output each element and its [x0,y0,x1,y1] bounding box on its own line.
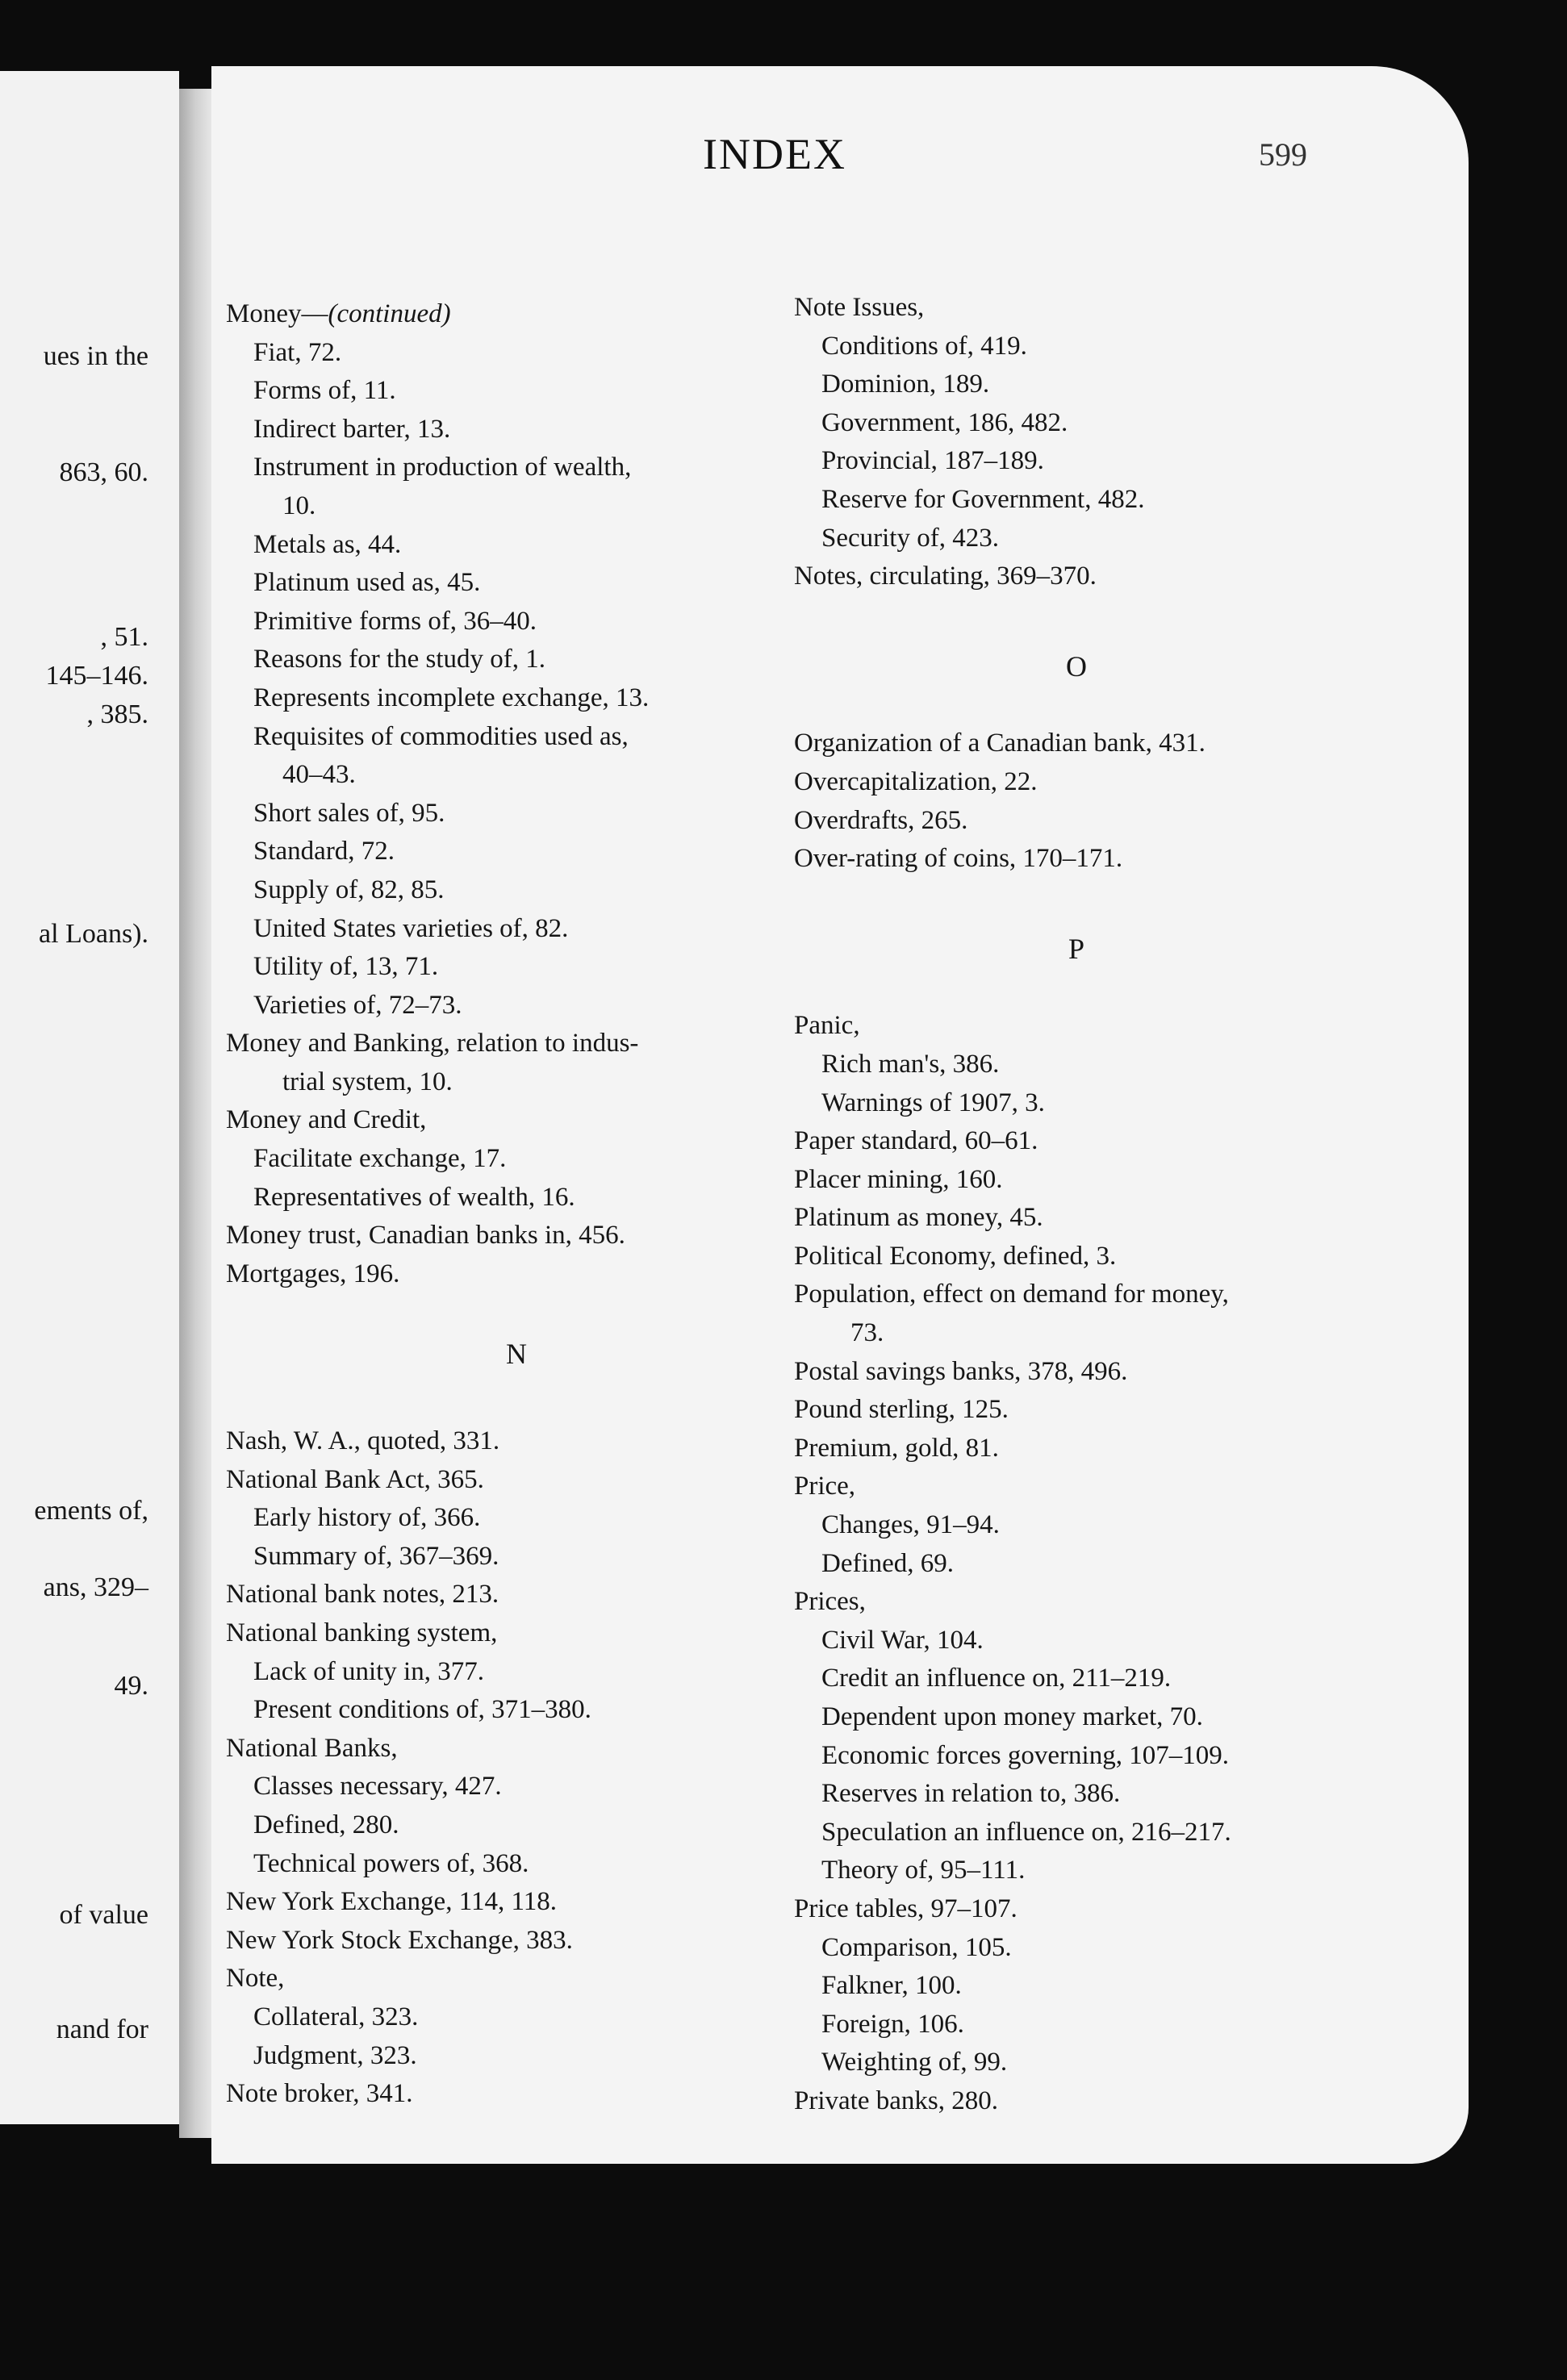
index-subentry: Foreign, 106. [821,2009,964,2039]
index-subentry: Defined, 69. [821,1548,955,1578]
section-heading-p: P [1068,932,1085,965]
left-page-fragment: 145–146. [45,661,148,691]
index-subentry: Standard, 72. [253,837,395,866]
index-entry: Placer mining, 160. [794,1164,1003,1194]
index-entry: Note Issues, [794,293,925,322]
index-subentry: Forms of, 11. [253,376,396,406]
index-entry: Money and Credit, [226,1105,427,1135]
left-page-fragment: , 51. [100,622,148,652]
index-entry: Money trust, Canadian banks in, 456. [226,1221,625,1251]
left-page-fragment: ans, 329– [43,1572,148,1602]
index-subentry: Present conditions of, 371–380. [253,1695,591,1725]
index-subentry: Warnings of 1907, 3. [821,1088,1045,1117]
index-entry: Price, [794,1472,856,1501]
index-subentry: Civil War, 104. [821,1625,984,1655]
left-page-fragment: 863, 60. [59,457,148,487]
index-entry: Platinum as money, 45. [794,1203,1043,1233]
index-entry: Political Economy, defined, 3. [794,1241,1117,1271]
index-entry: Price tables, 97–107. [794,1894,1018,1923]
index-subentry: Reserves in relation to, 386. [821,1779,1121,1809]
index-subentry: Instrument in production of wealth, [253,453,632,482]
index-subentry: Conditions of, 419. [821,331,1027,361]
index-subentry: Changes, 91–94. [821,1510,1000,1540]
section-heading-n: N [506,1338,527,1371]
index-subentry: Utility of, 13, 71. [253,952,439,982]
index-entry: Over-rating of coins, 170–171. [794,844,1123,874]
left-page-fragment: nand for [56,2015,148,2044]
index-subentry: Early history of, 366. [253,1503,481,1533]
index-continuation: 40–43. [282,760,356,790]
index-continuation: trial system, 10. [282,1067,453,1096]
index-subentry: Dependent upon money market, 70. [821,1702,1203,1731]
index-entry: Prices, [794,1587,866,1617]
index-entry: Overdrafts, 265. [794,805,968,835]
index-entry: National bank notes, 213. [226,1580,499,1610]
index-subentry: Security of, 423. [821,523,999,553]
index-subentry: Supply of, 82, 85. [253,875,445,904]
index-subentry: Falkner, 100. [821,1971,962,2001]
index-entry: Pound sterling, 125. [794,1395,1009,1425]
index-subentry: Lack of unity in, 377. [253,1656,484,1686]
index-subentry: Requisites of commodities used as, [253,721,629,751]
left-page-fragment: al Loans). [39,919,148,949]
index-entry: Note broker, 341. [226,2079,413,2109]
index-subentry: Theory of, 95–111. [821,1856,1026,1885]
index-subentry: Technical powers of, 368. [253,1848,529,1878]
index-subentry: Defined, 280. [253,1810,399,1839]
index-subentry: Weighting of, 99. [821,2048,1008,2077]
left-page [0,71,179,2124]
section-heading-o: O [1066,649,1087,683]
index-column-left [226,295,807,2114]
index-subentry: Indirect barter, 13. [253,414,451,444]
index-subentry: Economic forces governing, 107–109. [821,1740,1229,1770]
index-subentry: Representatives of wealth, 16. [253,1182,575,1212]
index-subentry: Reserve for Government, 482. [821,484,1145,514]
index-subentry: Credit an influence on, 211–219. [821,1664,1172,1693]
index-subentry: Classes necessary, 427. [253,1772,502,1802]
index-subentry: United States varieties of, 82. [253,913,569,943]
index-entry: Money and Banking, relation to indus- [226,1029,639,1058]
index-entry: Population, effect on demand for money, [794,1280,1229,1309]
index-entry: New York Stock Exchange, 383. [226,1925,573,1955]
continued-label: (continued) [328,299,451,328]
index-entry: National Banks, [226,1733,398,1763]
index-subentry: Reasons for the study of, 1. [253,645,546,674]
index-subentry: Fiat, 72. [253,337,342,367]
index-entry: National Bank Act, 365. [226,1464,484,1494]
left-page-fragment: , 385. [86,699,148,729]
left-page-fragment: ements of, [34,1496,148,1526]
page-number: 599 [1259,136,1307,173]
index-entry [226,295,807,334]
left-page-fragment: ues in the [43,341,148,371]
index-subentry: Platinum used as, 45. [253,568,481,598]
index-entry: Overcapitalization, 22. [794,766,1038,796]
index-subentry: Represents incomplete exchange, 13. [253,683,650,712]
index-continuation: 73. [850,1318,884,1348]
index-entry: Note, [226,1964,285,1994]
index-entry: Notes, circulating, 369–370. [794,562,1097,591]
index-subentry: Government, 186, 482. [821,407,1068,437]
index-entry: Private banks, 280. [794,2086,998,2115]
index-subentry: Comparison, 105. [821,1932,1012,1962]
index-entry: Panic, [794,1011,860,1041]
index-entry: Mortgages, 196. [226,1259,400,1288]
index-subentry: Dominion, 189. [821,370,990,399]
index-continuation: 10. [282,491,316,520]
index-subentry: Metals as, 44. [253,529,402,559]
page-title: INDEX [703,130,846,178]
left-page-fragment: 49. [114,1671,148,1701]
index-subentry: Provincial, 187–189. [821,446,1044,476]
index-entry-head: Money— [226,299,328,328]
index-entry: Premium, gold, 81. [794,1433,999,1463]
index-subentry: Speculation an influence on, 216–217. [821,1817,1231,1847]
index-entry: Organization of a Canadian bank, 431. [794,729,1206,758]
index-subentry: Collateral, 323. [253,2002,419,2031]
index-column-right [794,289,1359,2121]
index-entry: New York Exchange, 114, 118. [226,1887,558,1917]
index-subentry: Judgment, 323. [253,2040,417,2070]
book-gutter [179,89,211,2138]
index-subentry: Varieties of, 72–73. [253,990,462,1020]
index-subentry: Short sales of, 95. [253,798,445,828]
index-entry: Paper standard, 60–61. [794,1126,1038,1156]
index-subentry: Facilitate exchange, 17. [253,1144,507,1174]
left-page-fragment: of value [59,1900,148,1930]
index-subentry: Primitive forms of, 36–40. [253,606,537,636]
index-entry: Nash, W. A., quoted, 331. [226,1426,500,1456]
index-subentry: Rich man's, 386. [821,1049,1000,1079]
index-subentry: Summary of, 367–369. [253,1541,499,1571]
index-entry: National banking system, [226,1618,498,1647]
index-entry: Postal savings banks, 378, 496. [794,1356,1128,1386]
